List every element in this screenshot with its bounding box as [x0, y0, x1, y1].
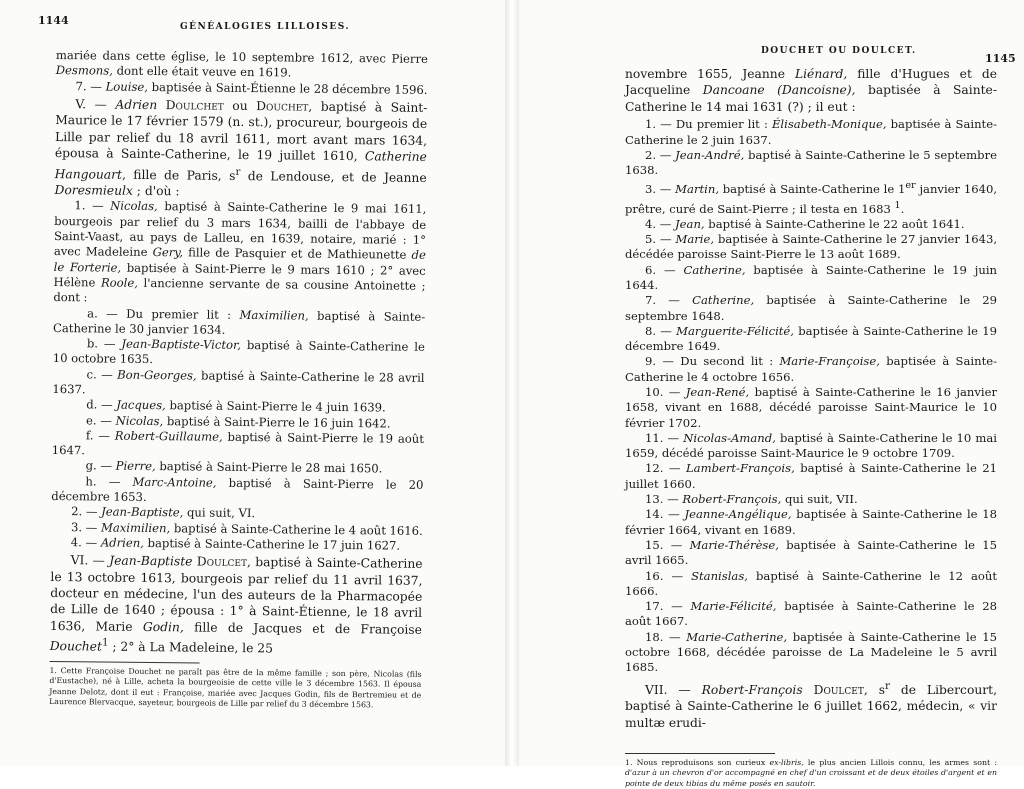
text: baptisé à Sainte-Catherine le 16 janvier 1658, vivant en 1688, décédé paroisse Saint-Maurice le 10 février 1702. [625, 384, 998, 430]
text: . [900, 201, 905, 216]
text: ou [232, 98, 248, 113]
entry-number: a. — Du premier lit : [87, 305, 232, 322]
footnote-marker: 1 [101, 636, 109, 649]
name: Élisabeth-Monique, [771, 117, 887, 132]
entry-r6 [625, 263, 997, 294]
name: Liénard, [794, 67, 848, 81]
footnote-rule [50, 661, 200, 664]
text: 1. Nous reproduisons son curieux [625, 757, 766, 767]
name: Jean-Baptiste [109, 553, 193, 569]
text: baptisée à Sainte-Catherine le 15 avril 1665. [625, 537, 998, 568]
entry-number: f. — [85, 428, 111, 443]
right-page [519, 0, 1024, 788]
entry-r17 [625, 599, 997, 630]
text: baptisée à Sainte-Catherine le 15 octobre 1668, décédée paroisse de La Madeleine le 5 avril 1685. [625, 629, 997, 675]
generation-number: V. — [75, 97, 107, 112]
text: baptisé à Sainte-Catherine le 5 septembre 1638. [625, 147, 997, 178]
name: Catherine, [683, 262, 746, 277]
footnote-marker: 1 [894, 199, 901, 211]
generation-number: VI. — [70, 553, 105, 568]
text: , baptisé à Sainte-Catherine le 13 octobre 1613, bourgeois par relief du 11 avril 1637, docteur en médecine, l'un des auteurs de la Pharmacopée de Lille de 1640 ; épousa : 1° à Saint-Étienne, le 18 avril 1636, Marie [49, 555, 423, 634]
entry-number: 1. — [74, 198, 104, 213]
superscript: r [235, 165, 241, 178]
entry-number: b. — [86, 336, 116, 351]
surname: Doulcet [196, 554, 248, 570]
entry-number: 2. — [71, 504, 98, 519]
entry-number: 2. — [645, 147, 672, 162]
entry-number: 1. — Du premier lit : [645, 117, 768, 132]
generation-number: VII. — [645, 682, 691, 697]
text: ; 2° à La Madeleine, le 25 [112, 639, 274, 656]
text: fille de Jacques et de Françoise [194, 620, 423, 637]
entry-number: 5. — [645, 232, 672, 247]
right-page-number: 1145 [985, 52, 1016, 65]
name: Marie-Françoise, [779, 354, 880, 369]
name: Douchet [49, 639, 103, 654]
text: l'ancienne servante de sa cousine Antoinette ; dont : [53, 275, 426, 305]
entry-number: 11. — [645, 430, 680, 445]
name: Jean-Baptiste-Victor, [121, 336, 242, 353]
name: Marie-Catherine, [686, 629, 788, 644]
name: Nicolas, [115, 413, 164, 428]
text: fille d'Hugues et de Jacqueline [625, 67, 997, 98]
name: Godin, [142, 619, 184, 635]
entry-r15 [625, 538, 997, 569]
entry-a [53, 305, 425, 339]
entry-r1 [625, 117, 997, 148]
name: Marie-Thérèse, [689, 537, 779, 552]
name: Jean, [675, 216, 705, 231]
text: baptisée à Sainte-Catherine le 2 juin 1637. [625, 117, 997, 147]
entry-number: 17. — [645, 599, 683, 614]
text: baptisée à Sainte-Catherine le 18 février 1664, vivant en 1689. [625, 507, 997, 537]
name: Marie-Félicité, [690, 599, 777, 614]
name: Maximilien, [100, 520, 171, 535]
text: baptisé à Sainte-Catherine le 9 mai 1611, bourgeois par relief du 3 mars 1634, bailli de l'abbaye de Saint-Vaast, au pays de Lalleu, en 1639, notaire, marié : 1° avec Madeleine [53, 199, 427, 260]
text: baptisé à Sainte-Catherine le 21 juillet 1660. [625, 461, 998, 491]
surname: Douchet [256, 98, 309, 114]
text: baptisée à Sainte-Catherine le 4 octobre 1656. [625, 354, 998, 384]
text: le plus ancien Lillois connu, les armes sont : [807, 757, 997, 767]
text: baptisée à Sainte-Catherine le 19 juin 1644. [625, 262, 998, 292]
entry-number: 4. — [70, 535, 98, 550]
entry-number: 13. — [645, 492, 679, 507]
text: baptisé à Sainte-Catherine le 4 août 1616. [173, 520, 423, 538]
entry-number: 7. — [75, 78, 103, 94]
text: , baptisé à Saint-Maurice le 17 février 1579 (n. st.), procureur, bourgeois de Lille par relief du 18 avril 1611, mort avant mars 1634, épousa à Sainte-Catherine, le 19 juillet 1610, [54, 99, 428, 164]
name: Adrien, [100, 535, 144, 550]
name: Roole, [100, 275, 139, 290]
text: baptisé à Sainte-Catherine le 12 août 1666. [625, 568, 998, 598]
entry-number: 3. — [645, 182, 672, 197]
footnote-text: 1. Cette Françoise Douchet ne paraît pas être de la même famille ; son père, Nicolas (fils d'Eustache), né à Lille, acheta la bourgeoisie de cette ville le 3 décembre 1563. Il épousa Jeanne Delotz, dont il eut : Françoise, mariée avec Jacques Godin, fils de Bertremieu et de Laurence Blervacque, sayeteur, bourgeois de Lille par relief du 3 décembre 1563. [49, 665, 422, 710]
text: baptisé à Sainte-Catherine le 10 mai 1659, décédé paroisse Saint-Maurice le 9 octobre 1709. [625, 430, 998, 461]
entry-r11 [625, 431, 997, 462]
entry-number: h. — [85, 474, 121, 489]
right-page-body [625, 66, 997, 789]
entry-r4 [625, 217, 997, 232]
name: Lambert-François, [685, 461, 795, 476]
text: baptisé à Saint-Pierre le 4 juin 1639. [169, 398, 386, 415]
name: Jacques, [116, 397, 166, 413]
text: baptisé à Sainte-Catherine le 1 [722, 182, 906, 197]
blazon: d'azur à un chevron d'or accompagné en chef d'un croissant et de deux étoiles d'argent et en pointe de deux tibias du même posés en sautoir. [625, 768, 997, 788]
name: Jeanne-Angélique, [684, 507, 792, 522]
text: baptisée à Sainte-Catherine le 29 septembre 1648. [625, 293, 998, 323]
entry-r3 [625, 178, 997, 216]
name: Robert-Guillaume, [114, 428, 223, 444]
entry-r18 [625, 630, 997, 676]
left-page-body [49, 48, 428, 712]
text: baptisé à Saint-Pierre le 20 décembre 1653. [51, 475, 424, 505]
entry-r16 [625, 569, 997, 600]
entry-number: 14. — [645, 507, 680, 522]
entry-number: 4. — [645, 216, 672, 231]
footnote-text [625, 758, 997, 789]
text: baptisé à Sainte-Catherine le 30 janvier 1634. [52, 308, 426, 337]
left-footnote [49, 666, 421, 712]
name: Doresmieulx [54, 183, 133, 198]
entry-number: 12. — [645, 461, 681, 476]
entry-number: 18. — [645, 629, 681, 644]
text: baptisé à Saint-Pierre le 19 août 1647. [51, 429, 425, 458]
left-page [0, 0, 505, 766]
entry-1-nicolas [53, 198, 426, 309]
right-running-head: DOUCHET OU DOULCET. [761, 46, 917, 56]
name: Marc-Antoine, [132, 474, 217, 490]
entry-number: 6. — [645, 262, 676, 277]
entry-r12 [625, 461, 997, 492]
entry-b [53, 336, 425, 370]
entry-r8 [625, 324, 997, 355]
generation-v [54, 96, 427, 202]
text: baptisé à Sainte-Catherine le 17 juin 1627. [147, 535, 401, 553]
name: Bon-Georges, [117, 367, 197, 383]
name: Nicolas-Amand, [683, 430, 776, 445]
text: qui suit, VII. [785, 492, 858, 507]
entry-h [51, 474, 423, 508]
text: dont elle était veuve en 1619. [116, 63, 292, 80]
entry-r7 [625, 293, 997, 324]
name: Jean-André, [675, 147, 745, 162]
name: Martin, [675, 182, 720, 197]
text: baptisé à Sainte-Catherine le 28 avril 1637. [52, 368, 425, 397]
footnote-rule [625, 753, 775, 754]
entry-r13 [625, 492, 997, 507]
entry-r10 [625, 385, 997, 431]
entry-r14 [625, 507, 997, 538]
name: Robert-François [701, 682, 803, 697]
text: de Lendouse, et de Jeanne [247, 168, 427, 185]
text: , fille de Paris, s [121, 167, 236, 183]
name: Jean-René, [685, 384, 750, 399]
entry-number: 3. — [70, 519, 98, 535]
name: Catherine, [692, 293, 755, 308]
surname: Doulcet [813, 682, 864, 697]
name: Marie, [675, 232, 715, 247]
text: qui suit, VI. [186, 505, 256, 521]
name: Robert-François, [682, 492, 782, 507]
name: Jean-Baptiste, [101, 504, 184, 520]
book-gutter [505, 0, 519, 766]
text: novembre 1655, Jeanne [625, 67, 785, 81]
superscript: er [905, 180, 916, 192]
entry-number: 10. — [645, 384, 681, 399]
superscript: r [885, 679, 890, 692]
text: baptisée à Sainte-Catherine le 28 août 1667. [625, 599, 998, 629]
entry-number: g. — [85, 458, 113, 474]
text: ; d'où : [136, 183, 180, 199]
name: de le Forterie, [53, 248, 426, 275]
text: fille de Pasquier et de Mathieunette [188, 245, 407, 262]
entry-number: 16. — [645, 568, 684, 583]
text: , s [863, 682, 886, 697]
left-page-number: 1144 [38, 14, 69, 27]
entry-r9 [625, 354, 997, 385]
surname: Doulchet [165, 98, 224, 113]
entry-number: c. — [86, 367, 113, 382]
generation-vi [50, 552, 423, 658]
emphasis: ex-libris, [769, 757, 804, 767]
name: Maximilien, [239, 307, 309, 323]
entry-f [52, 428, 424, 462]
text: baptisée à Saint-Pierre le 9 mars 1610 ; 2° avec Hélène [53, 260, 426, 290]
entry-number: 15. — [645, 537, 683, 552]
paragraph-second-marriage [625, 66, 997, 115]
text: de Libercourt, baptisé à Sainte-Catherine le 6 juillet 1662, médecin, « vir multæ erudi- [625, 682, 997, 730]
generation-vii [625, 678, 997, 731]
entry-number: 8. — [645, 323, 672, 338]
name: Adrien [115, 97, 158, 112]
name: Louise, [105, 79, 149, 94]
entry-c [52, 367, 424, 401]
entry-r2 [625, 148, 997, 179]
right-footnote [625, 758, 997, 789]
entry-number: d. — [86, 397, 113, 412]
name: Gery, [152, 245, 184, 260]
entry-number: 9. — Du second lit : [645, 354, 774, 369]
text: janvier 1640, prêtre, curé de Saint-Pierre ; il testa en 1683 [625, 182, 998, 216]
text: baptisé à Sainte-Catherine le 10 octobre 1635. [52, 338, 425, 367]
text: baptisée à Sainte-Catherine le 14 mai 1631 (?) ; il eut : [625, 83, 997, 114]
text: baptisée à Sainte-Catherine le 19 décembre 1649. [625, 323, 997, 354]
name: Desmons, [55, 63, 114, 78]
text: baptisé à Saint-Pierre le 28 mai 1650. [159, 459, 383, 476]
name: Catherine Hangouart [54, 149, 427, 182]
name: Pierre, [115, 459, 156, 474]
text: baptisé à Sainte-Catherine le 22 août 1641. [708, 216, 965, 231]
paragraph-louise-spouse [56, 48, 428, 82]
entry-r5 [625, 232, 997, 263]
text: baptisée à Sainte-Catherine le 27 janvier 1643, décédée paroisse Saint-Pierre le 13 août 1689. [625, 232, 998, 262]
name: Nicolas, [110, 198, 158, 214]
left-running-head: GÉNÉALOGIES LILLOISES. [180, 22, 351, 32]
entry-number: e. — [86, 412, 113, 428]
entry-number: 7. — [645, 293, 680, 308]
name: Marguerite-Félicité, [676, 323, 794, 338]
text: baptisée à Saint-Étienne le 28 décembre 1596. [151, 79, 428, 97]
name: Dancoane (Dancoisne), [702, 83, 856, 98]
text: baptisé à Saint-Pierre le 16 juin 1642. [166, 413, 391, 431]
text: mariée dans cette église, le 10 septembre 1612, avec Pierre [55, 48, 428, 66]
name: Stanislas, [691, 568, 748, 583]
